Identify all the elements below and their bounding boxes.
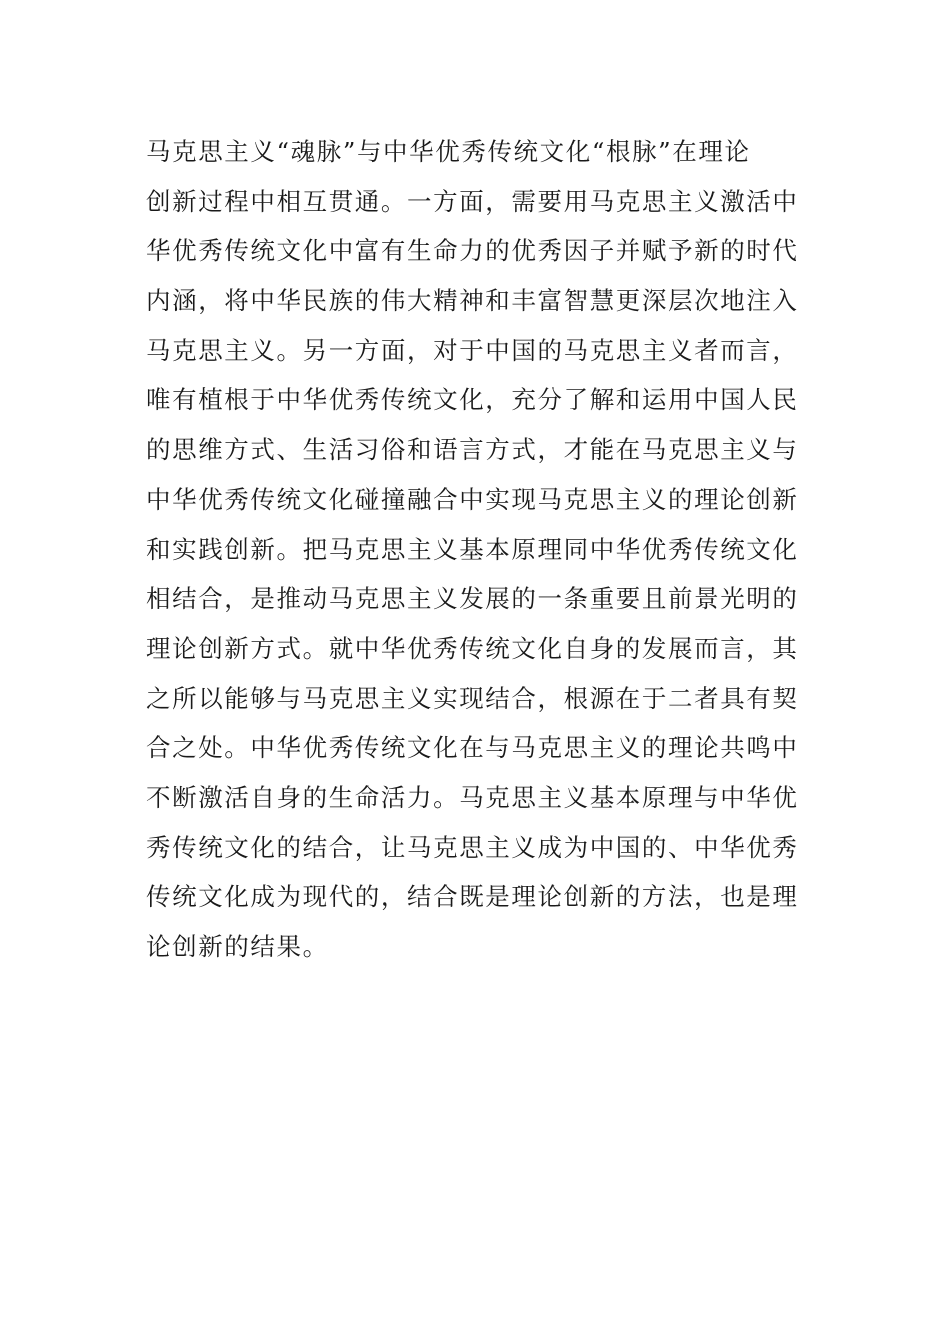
paragraph-line-3: 华优秀传统文化中富有生命力的优秀因子并赋予新的时代 — [146, 236, 799, 266]
paragraph-line-16: 传统文化成为现代的，结合既是理论创新的方法，也是理 — [146, 882, 799, 912]
paragraph-line-13: 合之处。中华优秀传统文化在与马克思主义的理论共鸣中 — [146, 733, 799, 763]
body-paragraph — [146, 127, 816, 972]
paragraph-line-10: 相结合，是推动马克思主义发展的一条重要且前景光明的 — [146, 584, 799, 614]
paragraph-line-4: 内涵，将中华民族的伟大精神和丰富智慧更深层次地注入 — [146, 286, 799, 316]
paragraph-line-5: 马克思主义。另一方面，对于中国的马克思主义者而言， — [146, 335, 799, 365]
paragraph-line-9: 和实践创新。把马克思主义基本原理同中华优秀传统文化 — [146, 534, 799, 564]
paragraph-line-2: 创新过程中相互贯通。一方面，需要用马克思主义激活中 — [146, 186, 799, 216]
paragraph-line-12: 之所以能够与马克思主义实现结合，根源在于二者具有契 — [146, 683, 799, 713]
paragraph-line-6: 唯有植根于中华优秀传统文化，充分了解和运用中国人民 — [146, 385, 799, 415]
paragraph-line-15: 秀传统文化的结合，让马克思主义成为中国的、中华优秀 — [146, 832, 799, 862]
paragraph-line-14: 不断激活自身的生命活力。马克思主义基本原理与中华优 — [146, 782, 799, 812]
paragraph-line-1: 马克思主义“魂脉”与中华优秀传统文化“根脉”在理论 — [146, 137, 751, 166]
paragraph-line-8: 中华优秀传统文化碰撞融合中实现马克思主义的理论创新 — [146, 484, 799, 514]
paragraph-line-7: 的思维方式、生活习俗和语言方式，才能在马克思主义与 — [146, 435, 799, 465]
paragraph-line-11: 理论创新方式。就中华优秀传统文化自身的发展而言，其 — [146, 633, 799, 663]
paragraph-line-17: 论创新的结果。 — [146, 932, 329, 961]
